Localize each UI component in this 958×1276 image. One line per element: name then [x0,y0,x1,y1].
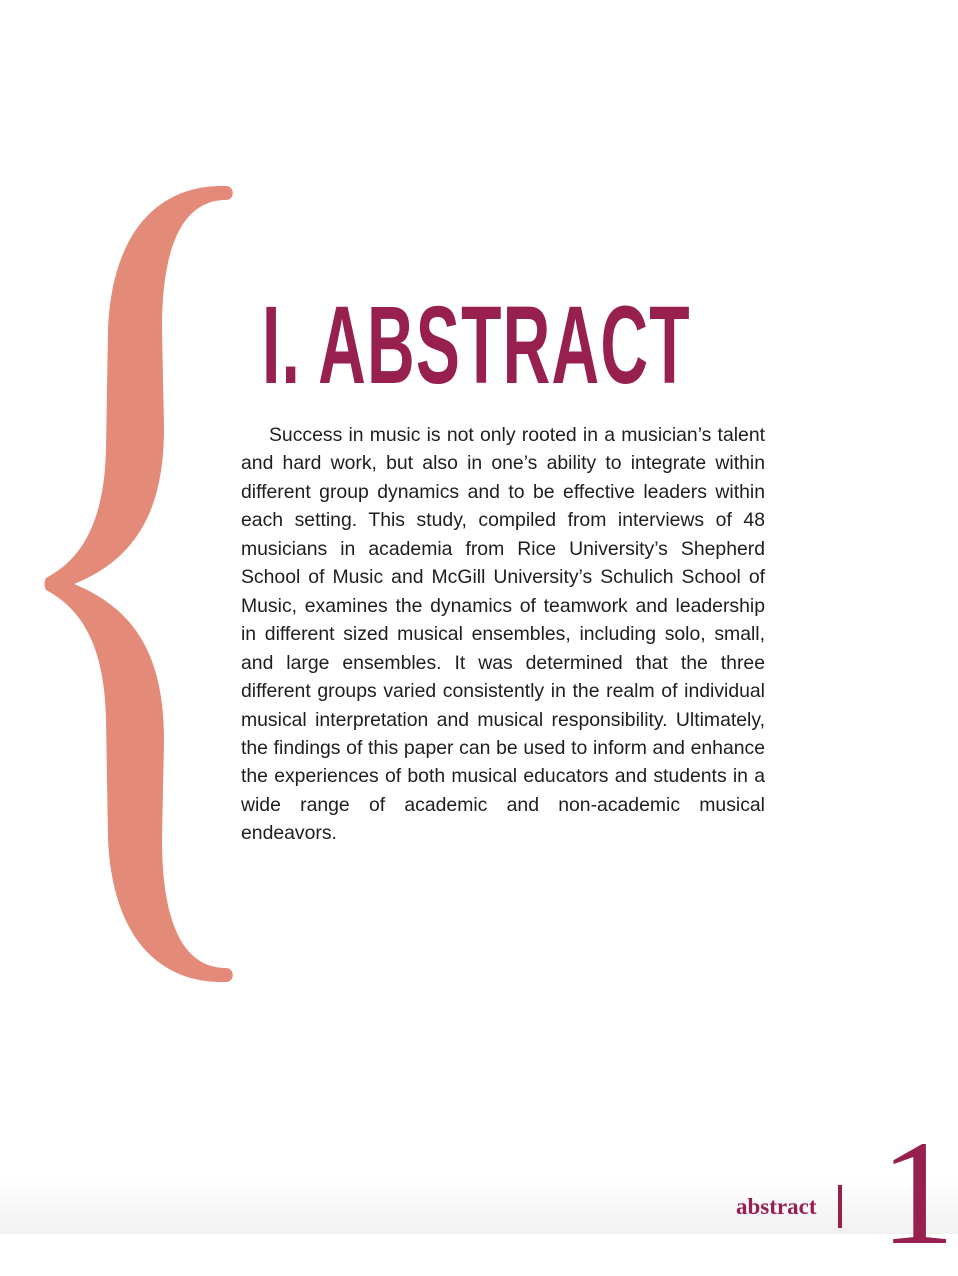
page-title: I. ABSTRACT [262,284,691,407]
curly-brace-icon [40,180,240,990]
footer-divider [838,1185,842,1228]
page-number: 1 [880,1110,955,1276]
abstract-paragraph: Success in music is not only rooted in a musician’s talent and hard work, but also in one’s ability to integrate within different group dynamics and to be effective leaders within each setting. This study, compiled from interviews of 48 musicians in academia from Rice University’s Shepherd School of Music and McGill University’s Schulich School of Music, examines the dynamics of teamwork and leadership in different sized musical ensembles, including solo, small, and large ensembles. It was determined that the three different groups varied consistently in the realm of individual musical interpretation and musical responsibility. Ultimately, the findings of this paper can be used to inform and enhance the experiences of both musical educators and students in a wide range of academic and non-academic musical endeavors. [241,424,765,845]
footer-section-label: abstract [736,1194,817,1219]
